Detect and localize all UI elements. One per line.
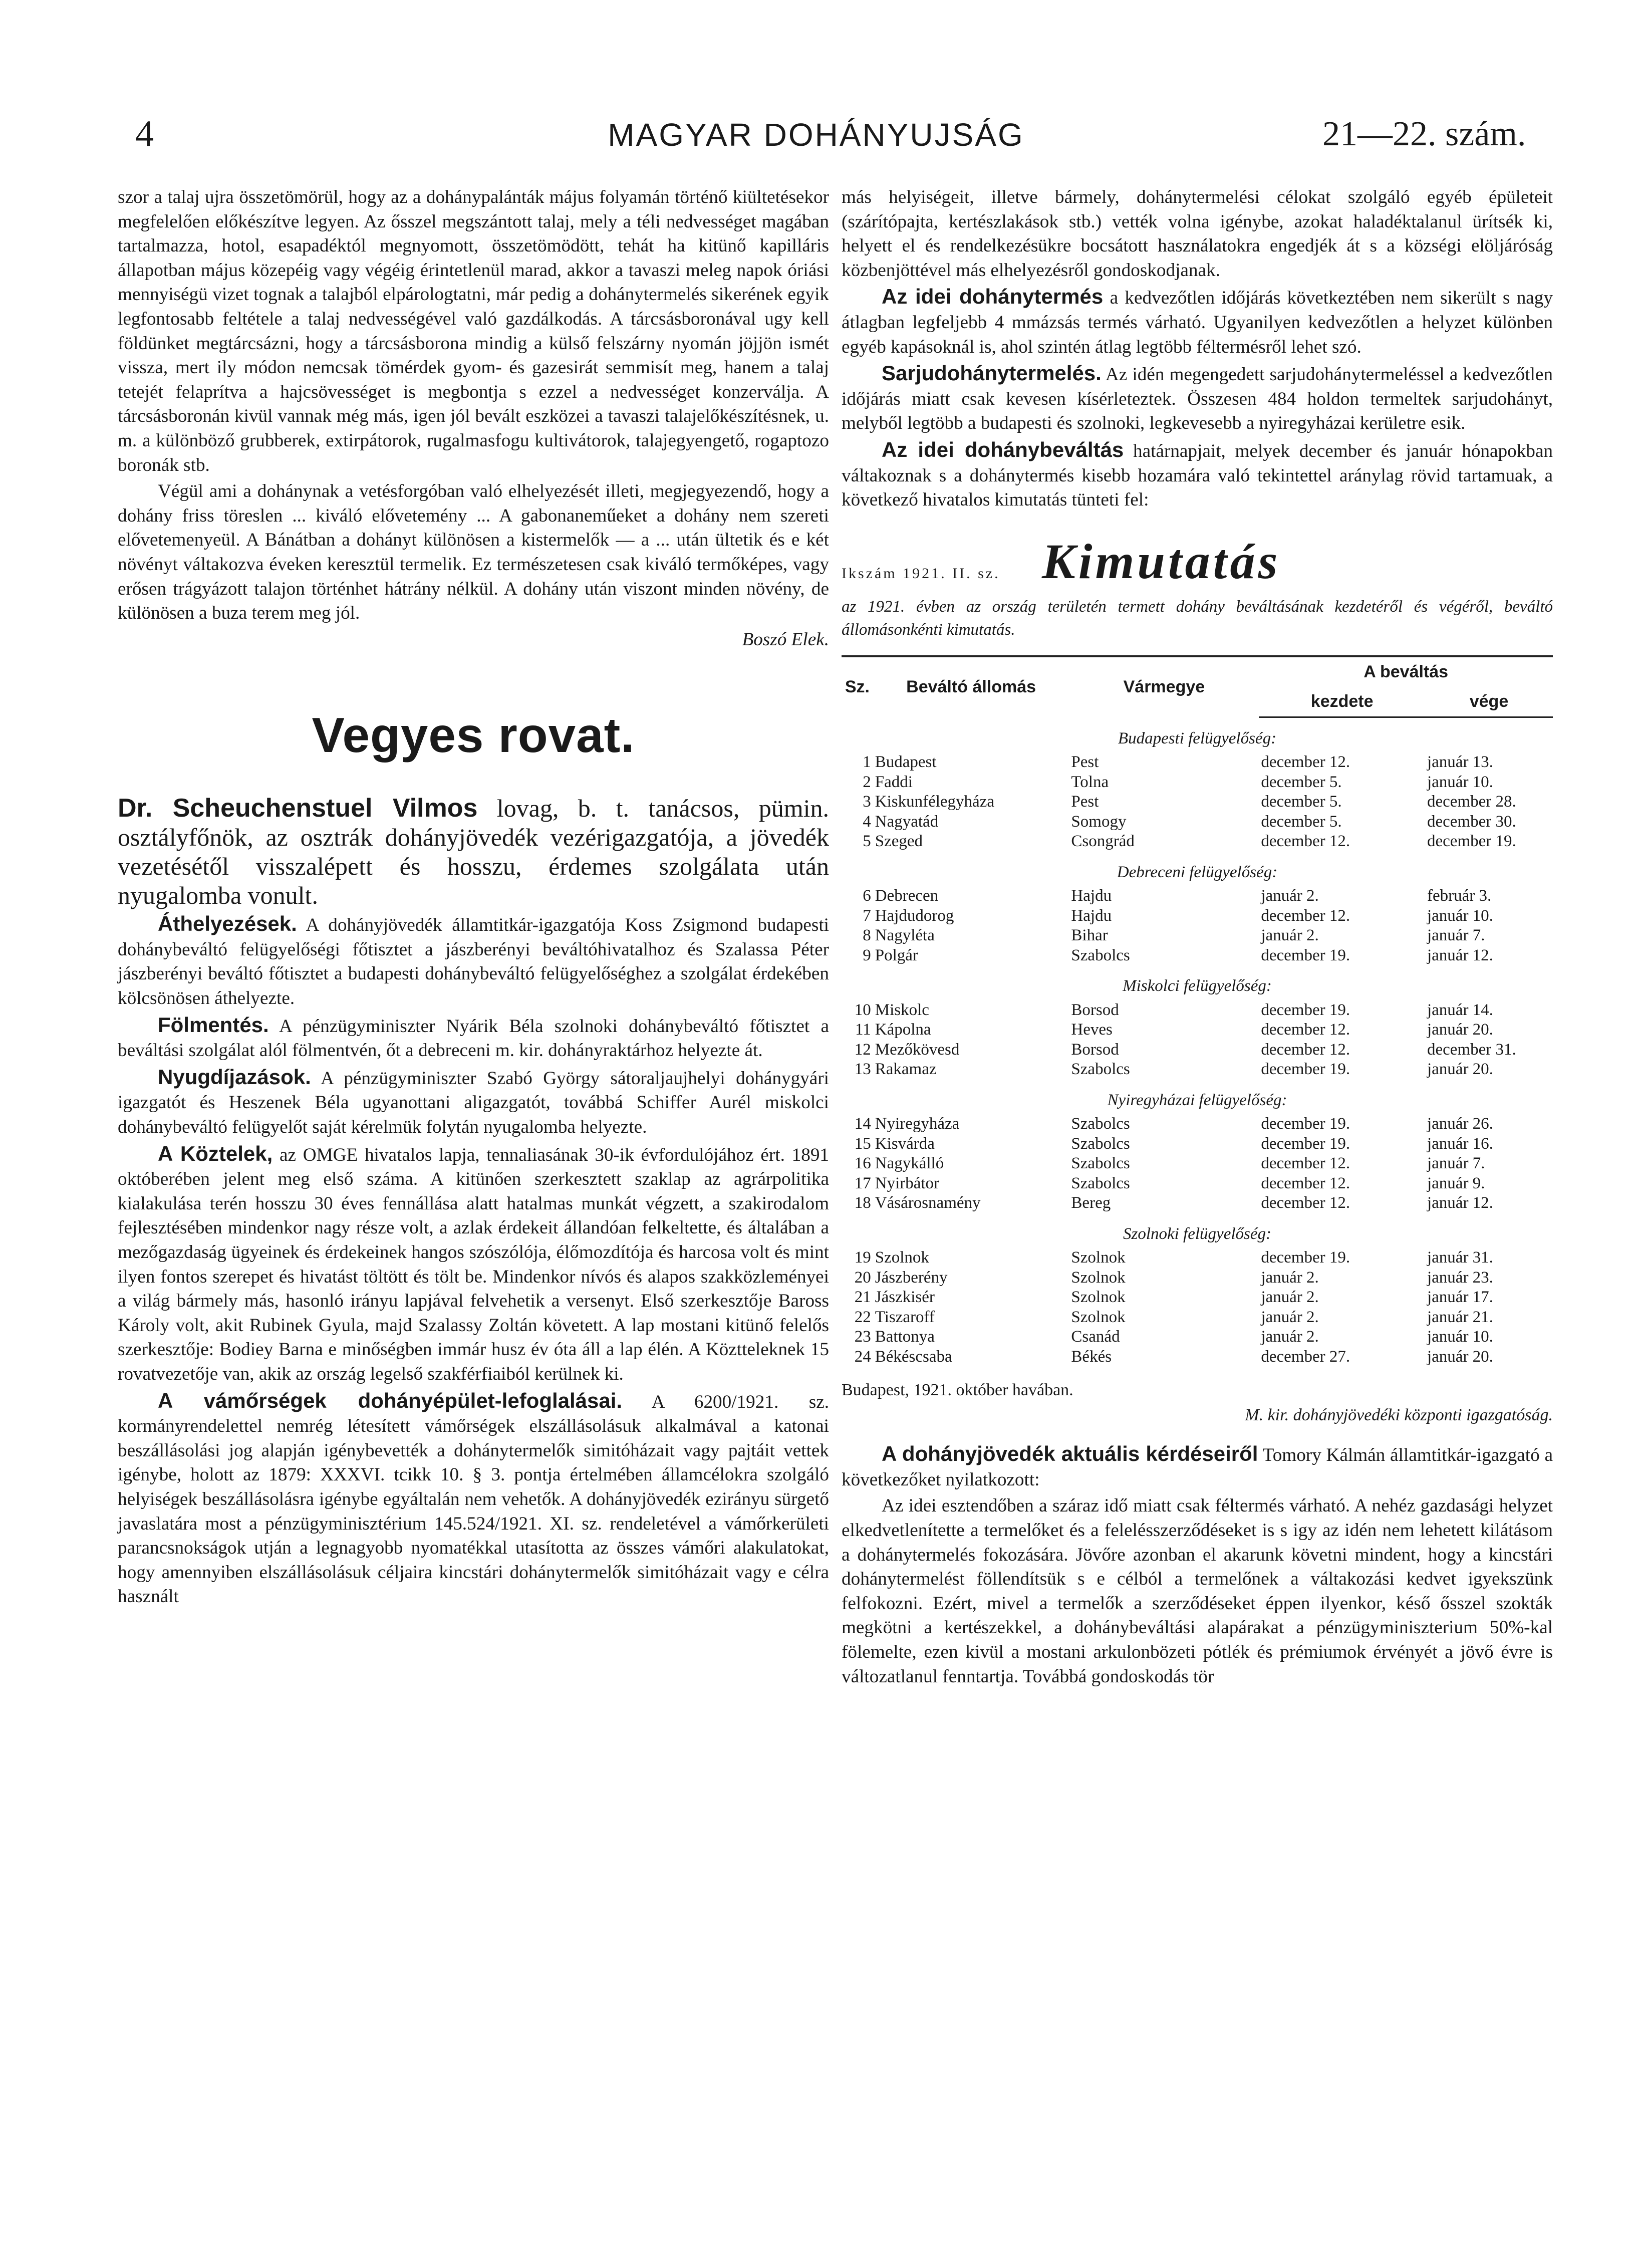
table-group-row bbox=[842, 1213, 1553, 1248]
row-number: 17 bbox=[854, 1174, 871, 1192]
row-number: 11 bbox=[855, 1021, 871, 1039]
end-date: január 26. bbox=[1427, 1115, 1493, 1133]
start-date: december 5. bbox=[1261, 773, 1342, 791]
county-name: Heves bbox=[1071, 1021, 1113, 1039]
news-lead: Az idei dohánytermés bbox=[882, 285, 1104, 309]
station-name: Jászkisér bbox=[875, 1288, 935, 1307]
table-row bbox=[842, 1154, 1553, 1174]
table-group-label: Szolnoki felügyelőség: bbox=[1123, 1224, 1271, 1243]
start-date: december 19. bbox=[1261, 1134, 1350, 1153]
news-item bbox=[842, 285, 1553, 359]
start-date: január 2. bbox=[1261, 1308, 1319, 1326]
row-number: 15 bbox=[854, 1134, 871, 1153]
start-date: december 12. bbox=[1261, 1154, 1350, 1173]
table-row bbox=[842, 1308, 1553, 1328]
start-date: január 2. bbox=[1261, 887, 1319, 905]
left-column bbox=[118, 185, 829, 1611]
end-date: január 13. bbox=[1427, 753, 1493, 772]
row-number: 3 bbox=[863, 793, 871, 811]
table-row bbox=[842, 1114, 1553, 1134]
county-name: Somogy bbox=[1071, 812, 1127, 831]
col-header-station: Beváltó állomás bbox=[873, 656, 1069, 717]
col-header-number: Sz. bbox=[842, 656, 873, 717]
news-text: A pénzügyminiszter Szabó György sátoraljaujhelyi dohánygyári igazgatót és Heszenek Béla ugyanottani aligazgatót, továbbá Schiffer Aurél miskolci dohánybeváltó felügyelőt saját kérelmük folytán nyugalomba helyezte. bbox=[118, 1068, 829, 1138]
news-item bbox=[842, 1442, 1553, 1492]
row-number: 14 bbox=[854, 1115, 871, 1133]
station-name: Vásárosnamény bbox=[875, 1194, 981, 1212]
county-name: Szabolcs bbox=[1071, 1134, 1130, 1153]
start-date: január 2. bbox=[1261, 1268, 1319, 1287]
report-signature: M. kir. dohányjövedéki központi igazgatóság. bbox=[1245, 1406, 1553, 1425]
table-row bbox=[842, 773, 1553, 793]
news-item bbox=[118, 912, 829, 1011]
end-date: január 20. bbox=[1427, 1347, 1493, 1366]
station-name: Debrecen bbox=[875, 887, 939, 905]
article-paragraph: Az idei esztendőben a száraz idő miatt csak féltermés várható. A nehéz gazdasági helyzet elkedvetlenítette a termelőket és a felelésszerződéseket is s igy az idén nem lehetett kilátásom a dohánytermelés fokozására. Jövőre azonban el akarunk követni mindent, hogy a kincstári dohánytermelést föllendítsük s e célból a termelőnek a váltakozási kedvet igyekszünk felfokozni. Ezért, mivel a termelők a szerződéseket éppen ilyenkor, késő ősszel szokták megkötni a kertészekkel, a dohánybeváltási alapárakat a pénzügyminiszterium 50%-kal fölemelte, ezen kivül a mostani arkulonbözeti pótlék és prémiumok érvényét a jövő évre is változatlanul fenntartja. Továbbá gondoskodás tör bbox=[842, 1495, 1553, 1687]
station-name: Kisvárda bbox=[875, 1134, 935, 1153]
issue-number: 21—22. szám. bbox=[1322, 115, 1526, 153]
news-lead: Dr. Scheuchenstuel Vilmos bbox=[118, 794, 478, 823]
end-date: január 10. bbox=[1427, 773, 1493, 791]
end-date: január 12. bbox=[1427, 946, 1493, 964]
start-date: december 12. bbox=[1261, 1021, 1350, 1039]
report-subtitle: az 1921. évben az ország területén termett dohány beváltásának kezdetéről és végéről, beváltó állomásonkénti kimutatás. bbox=[842, 597, 1553, 639]
end-date: január 17. bbox=[1427, 1288, 1493, 1307]
news-text: A 6200/1921. sz. kormányrendelettel nemrég létesített vámőrségek elszállásolásuk alkalmával a katonai beszállásolási jog alapján igénybevették a dohánytermelők simitóházait vagy pajtáit vettek igénybe, holott az 1879: XXXVI. tcikk 10. § 3. pontja értelmében államcélokra szolgáló helyiségek beszállásolásra igénybe egyáltalán nem vehetők. A dohányjövedék ezirányu sürgető javaslatára most a pénzügyminisztérium 145.524/1921. XI. sz. rendeletével a vámőrkerületi parancsnokságok utján a legnagyobb nyomatékkal utasította az összes vámőri alakulatokat, hogy amennyiben elszállásolásuk céljaira kincstári dohánytermelők simitóházait vagy e célra használt bbox=[118, 1391, 830, 1607]
col-header-start: kezdete bbox=[1259, 687, 1425, 717]
end-date: január 14. bbox=[1427, 1000, 1493, 1019]
right-column bbox=[842, 185, 1553, 1691]
row-number: 6 bbox=[863, 887, 871, 905]
station-name: Békéscsaba bbox=[875, 1347, 952, 1366]
table-row bbox=[842, 1268, 1553, 1288]
county-name: Bereg bbox=[1071, 1194, 1111, 1212]
county-name: Bihar bbox=[1071, 926, 1108, 945]
start-date: december 5. bbox=[1261, 793, 1342, 811]
table-row bbox=[842, 1193, 1553, 1213]
row-number: 20 bbox=[854, 1268, 871, 1287]
row-number: 21 bbox=[854, 1288, 871, 1307]
end-date: január 20. bbox=[1427, 1060, 1493, 1079]
row-number: 13 bbox=[854, 1060, 871, 1079]
table-row bbox=[842, 752, 1553, 773]
news-lead: Nyugdíjazások. bbox=[158, 1065, 311, 1089]
station-name: Kiskunfélegyháza bbox=[875, 793, 994, 811]
county-name: Szabolcs bbox=[1071, 1154, 1130, 1173]
table-row bbox=[842, 1327, 1553, 1347]
col-header-redemption: A beváltás bbox=[1259, 656, 1553, 687]
county-name: Szabolcs bbox=[1071, 946, 1130, 964]
table-row bbox=[842, 1134, 1553, 1154]
row-number: 24 bbox=[854, 1347, 871, 1366]
news-item bbox=[118, 1389, 829, 1609]
start-date: december 12. bbox=[1261, 1174, 1350, 1192]
table-group-label: Budapesti felügyelőség: bbox=[1118, 729, 1277, 747]
article-continuation: szor a talaj ujra összetömörül, hogy az a dohánypalánták május folyamán történő kiültetésekor megfelelően előkészítve legyen. Az ősszel megszántott talaj, mely a téli nedvességet magában tartalmazza, hotol, esapadéktól megnyomott, összetömödött, tehát ha kitünő kapilláris állapotban május közepéig vagy végéig érintetlenül marad, akkor a tavaszi meleg napok óriási mennyiségü vizet tognak a talajból elpárologtatni, már pedig a dohánytermelés sikerének egyik legfontosabb feltétele a talaj nedvességével való gazdálkodás. A tárcsásboronával ugy kell földünket megtárcsázni, hogy a tárcsásborona mindig a külső felszárny nyomán jöjjön ismét vissza, mert ily módon nemcsak tömérdek gyom- és gazesirát semmisít meg, hanem a talaj tetejét felaprítva a hajcsövességet is megbontja s ezzel a nedvességet konzerválja. A tárcsásboronán kivül vannak még más, igen jól bevált eszközei a tavaszi talajelőkészítésnek, u. m. a különböző grubberek, extirpátorok, rugalmasfogu kultivátorok, talajegyengető, rogaptozo boronák stb. bbox=[118, 187, 829, 475]
table-group-row bbox=[842, 1080, 1553, 1115]
row-number: 23 bbox=[854, 1328, 871, 1346]
station-name: Polgár bbox=[875, 946, 918, 964]
report-title: Kimutatás bbox=[1042, 533, 1281, 589]
county-name: Borsod bbox=[1071, 1040, 1119, 1059]
news-lead: Fölmentés. bbox=[158, 1013, 269, 1037]
row-number: 1 bbox=[863, 753, 871, 772]
table-group-label: Debreceni felügyelőség: bbox=[1117, 863, 1278, 881]
table-row bbox=[842, 792, 1553, 812]
station-name: Budapest bbox=[875, 753, 937, 772]
station-name: Nyiregyháza bbox=[875, 1115, 960, 1133]
start-date: január 2. bbox=[1261, 1288, 1319, 1307]
col-header-county: Vármegye bbox=[1069, 656, 1259, 717]
table-row bbox=[842, 1288, 1553, 1308]
news-text: az OMGE hivatalos lapja, tennaliasának 30-ik évfordulójához ért. 1891 októberében jelent meg első száma. A kitünően szerkesztett szaklap az agrárpolitika kialakulása terén hosszu 30 éves fennállása alatt hatalmas munkát végzett, a szakirodalom fejlesztésében mindenkor nagy része volt, a azlak érdekeit állandóan felkeltette, és általában a mezőgazdaság ügyeinek és érdekeinek hangos szószólója, élőmozdítója és harcosa volt és mint ilyen fontos szerepet és hivatást töltött és tölt be. Mindenkor nívós és alapos szakközleményei a világ bármely más, hasonló irányu lapjával felvehetik a versenyt. Első szerkesztője Baross Károly volt, akit Rubinek Gyula, majd Szalassy Zoltán követett. A lap mostani kitünő felelős szerkesztője: Bodiey Barna e minőségben immár husz év óta áll a lap élén. A Köztteleknek 15 rovatvezetője van, akik az ország legelső szakférfiaiból kerülnek ki. bbox=[118, 1144, 830, 1384]
end-date: január 12. bbox=[1427, 1194, 1493, 1212]
row-number: 5 bbox=[863, 832, 871, 851]
news-item bbox=[118, 1065, 829, 1140]
end-date: december 19. bbox=[1427, 832, 1516, 851]
start-date: december 19. bbox=[1261, 1115, 1350, 1133]
table-row bbox=[842, 1020, 1553, 1040]
news-text: határnapjait, melyek december és január hónapokban váltakoznak s a dohánytermés kisebb hozamára való tekintettel aránylag rövid tartamuak, a következő hivatalos kimutatás tünteti fel: bbox=[842, 440, 1553, 511]
news-text: lovag, b. t. tanácsos, pümin. osztályfőnök, az osztrák dohányjövedék vezérigazgatója, a jövedék vezetésétől visszalépett és hosszu, érdemes szolgálata után nyugalomba vonult. bbox=[118, 794, 829, 910]
start-date: december 19. bbox=[1261, 1248, 1350, 1267]
station-name: Kápolna bbox=[875, 1021, 931, 1039]
page-number: 4 bbox=[135, 113, 154, 154]
station-name: Mezőkövesd bbox=[875, 1040, 960, 1059]
county-name: Szolnok bbox=[1071, 1268, 1126, 1287]
county-name: Szabolcs bbox=[1071, 1115, 1130, 1133]
redemption-table bbox=[842, 655, 1553, 1367]
county-name: Csongrád bbox=[1071, 832, 1135, 851]
station-name: Miskolc bbox=[875, 1000, 929, 1019]
section-title: Vegyes rovat. bbox=[312, 707, 635, 763]
end-date: január 31. bbox=[1427, 1248, 1493, 1267]
county-name: Pest bbox=[1071, 753, 1099, 772]
row-number: 22 bbox=[854, 1308, 871, 1326]
station-name: Hajdudorog bbox=[875, 906, 954, 925]
table-row bbox=[842, 946, 1553, 966]
row-number: 7 bbox=[863, 906, 871, 925]
news-text: Az idén megengedett sarjudohánytermeléssel a kedvezőtlen időjárás miatt csak kevesen kísérleteztek. Összesen 484 holdon termeltek sarjudohányt, melyből legtöbb a budapesti és szolnoki, legkevesebb a nyiregyházai kerületre esik. bbox=[842, 364, 1553, 434]
news-lead: Az idei dohánybeváltás bbox=[882, 437, 1124, 461]
county-name: Tolna bbox=[1071, 773, 1109, 791]
station-name: Jászberény bbox=[875, 1268, 948, 1287]
station-name: Nagykálló bbox=[875, 1154, 944, 1173]
news-text: a kedvezőtlen időjárás következtében nem sikerült s nagy átlagban legfeljebb 4 mmázsás termés várható. Ugyanilyen kedvezőtlen a helyzet különben egyéb kapásoknál is, ahol szintén átlag legtöbb féltermésről lehet szó. bbox=[842, 288, 1553, 357]
table-group-row bbox=[842, 965, 1553, 1000]
report-place-date: Budapest, 1921. október havában. bbox=[842, 1381, 1073, 1400]
start-date: december 27. bbox=[1261, 1347, 1350, 1366]
news-lead: A vámőrségek dohányépület-lefoglalásai. bbox=[158, 1388, 623, 1412]
row-number: 2 bbox=[863, 773, 871, 791]
col-header-end: vége bbox=[1425, 687, 1553, 717]
row-number: 4 bbox=[863, 812, 871, 831]
end-date: december 28. bbox=[1427, 793, 1516, 811]
start-date: december 5. bbox=[1261, 812, 1342, 831]
table-group-row bbox=[842, 852, 1553, 887]
start-date: december 19. bbox=[1261, 1060, 1350, 1079]
end-date: január 10. bbox=[1427, 906, 1493, 925]
news-item bbox=[118, 794, 829, 910]
table-row bbox=[842, 1060, 1553, 1080]
table-body bbox=[842, 717, 1553, 1367]
article-paragraph: Végül ami a dohánynak a vetésforgóban való elhelyezését illeti, megjegyezendő, hogy a dohány friss töreslen ... kiváló elővetemény ... A gabonaneműeket a dohány nem szereti elővetemenyeül. A Bánátban a dohányt különösen a kistermelők — a ... után ültetik és e két növényt váltakozva éveken keresztül termelik. Ez természetesen csak kiváló termőképes, vagy erősen trágyázott talajon történhet hátrány nélkül. A dohány után viszont minden növény, de különösen a buza terem meg jól. bbox=[118, 481, 829, 624]
county-name: Csanád bbox=[1071, 1328, 1120, 1346]
article-signature: Boszó Elek. bbox=[742, 629, 829, 650]
table-row bbox=[842, 1347, 1553, 1367]
news-item bbox=[842, 361, 1553, 436]
end-date: december 31. bbox=[1427, 1040, 1516, 1059]
station-name: Szeged bbox=[875, 832, 923, 851]
report-heading bbox=[842, 533, 1553, 590]
county-name: Hajdu bbox=[1071, 906, 1112, 925]
table-group-row bbox=[842, 717, 1553, 752]
row-number: 12 bbox=[854, 1040, 871, 1059]
end-date: január 21. bbox=[1427, 1308, 1493, 1326]
row-number: 16 bbox=[854, 1154, 871, 1173]
table-row bbox=[842, 906, 1553, 926]
end-date: december 30. bbox=[1427, 812, 1516, 831]
news-lead: A Köztelek, bbox=[158, 1141, 273, 1165]
start-date: január 2. bbox=[1261, 926, 1319, 945]
county-name: Szolnok bbox=[1071, 1288, 1126, 1307]
end-date: január 10. bbox=[1427, 1328, 1493, 1346]
table-row bbox=[842, 812, 1553, 832]
row-number: 18 bbox=[854, 1194, 871, 1212]
end-date: január 23. bbox=[1427, 1268, 1493, 1287]
news-text: Tomory Kálmán államtitkár-igazgató a következőket nyilatkozott: bbox=[842, 1445, 1553, 1490]
start-date: december 12. bbox=[1261, 1040, 1350, 1059]
table-row bbox=[842, 832, 1553, 852]
end-date: február 3. bbox=[1427, 887, 1492, 905]
start-date: december 19. bbox=[1261, 946, 1350, 964]
table-row bbox=[842, 1040, 1553, 1060]
county-name: Szabolcs bbox=[1071, 1060, 1130, 1079]
station-name: Tiszaroff bbox=[875, 1308, 935, 1326]
start-date: január 2. bbox=[1261, 1328, 1319, 1346]
county-name: Hajdu bbox=[1071, 887, 1112, 905]
table-row bbox=[842, 886, 1553, 906]
table-group-label: Nyiregyházai felügyelőség: bbox=[1107, 1091, 1287, 1109]
station-name: Nagyatád bbox=[875, 812, 939, 831]
row-number: 8 bbox=[863, 926, 871, 945]
news-lead: Sarjudohánytermelés. bbox=[882, 361, 1102, 385]
county-name: Szolnok bbox=[1071, 1248, 1126, 1267]
table-row bbox=[842, 1000, 1553, 1021]
news-lead: A dohányjövedék aktuális kérdéseiről bbox=[882, 1442, 1258, 1466]
county-name: Békés bbox=[1071, 1347, 1112, 1366]
news-text: A pénzügyminiszter Nyárik Béla szolnoki dohánybeváltó főtisztet a beváltási szolgálat alól fölmentvén, őt a debreceni m. kir. dohányraktárhoz helyezte át. bbox=[118, 1016, 829, 1061]
news-item bbox=[118, 1142, 829, 1387]
county-name: Borsod bbox=[1071, 1000, 1119, 1019]
end-date: január 16. bbox=[1427, 1134, 1493, 1153]
row-number: 10 bbox=[854, 1000, 871, 1019]
table-row bbox=[842, 926, 1553, 946]
news-item bbox=[118, 1013, 829, 1063]
county-name: Szabolcs bbox=[1071, 1174, 1130, 1192]
table-row bbox=[842, 1248, 1553, 1268]
news-lead: Áthelyezések. bbox=[158, 912, 297, 936]
row-number: 9 bbox=[863, 946, 871, 964]
end-date: január 9. bbox=[1427, 1174, 1485, 1192]
newspaper-title: MAGYAR DOHÁNYUJSÁG bbox=[608, 117, 1024, 153]
station-name: Nagyléta bbox=[875, 926, 935, 945]
county-name: Szolnok bbox=[1071, 1308, 1126, 1326]
county-name: Pest bbox=[1071, 793, 1099, 811]
start-date: december 12. bbox=[1261, 1194, 1350, 1212]
news-text: A dohányjövedék államtitkár-igazgatója Koss Zsigmond budapesti dohánybeváltó felügyelőségi főtisztet a jászberényi beváltóhivatalhoz és Szalassa Péter jászberényi beváltó főtisztet a budapesti dohánybeváltó felügyelőséghez a szolgálat érdekében kölcsönösen áthelyezte. bbox=[118, 915, 829, 1009]
end-date: január 7. bbox=[1427, 1154, 1485, 1173]
row-number: 19 bbox=[854, 1248, 871, 1267]
station-name: Battonya bbox=[875, 1328, 935, 1346]
table-row bbox=[842, 1174, 1553, 1194]
end-date: január 20. bbox=[1427, 1021, 1493, 1039]
station-name: Faddi bbox=[875, 773, 913, 791]
station-name: Rakamaz bbox=[875, 1060, 937, 1079]
page-header bbox=[0, 0, 1632, 165]
news-item bbox=[842, 438, 1553, 513]
end-date: január 7. bbox=[1427, 926, 1485, 945]
start-date: december 12. bbox=[1261, 753, 1350, 772]
start-date: december 19. bbox=[1261, 1000, 1350, 1019]
station-name: Szolnok bbox=[875, 1248, 929, 1267]
station-name: Nyirbátor bbox=[875, 1174, 940, 1192]
table-group-label: Miskolci felügyelőség: bbox=[1123, 977, 1272, 995]
report-reference: Ikszám 1921. II. sz. bbox=[842, 565, 1000, 582]
article-continuation: más helyiségeit, illetve bármely, dohánytermelési célokat szolgáló egyéb épületeit (szárítópajta, kertészlakások stb.) vették volna igénybe, azokat haladéktalanul ürítsék ki, helyett el és rendelkezésükre bocsátott használatokra engedjék át s a községi elöljáróság közbenjöttével más elhelyezésről gondoskodjanak. bbox=[842, 187, 1553, 281]
start-date: december 12. bbox=[1261, 906, 1350, 925]
start-date: december 12. bbox=[1261, 832, 1350, 851]
